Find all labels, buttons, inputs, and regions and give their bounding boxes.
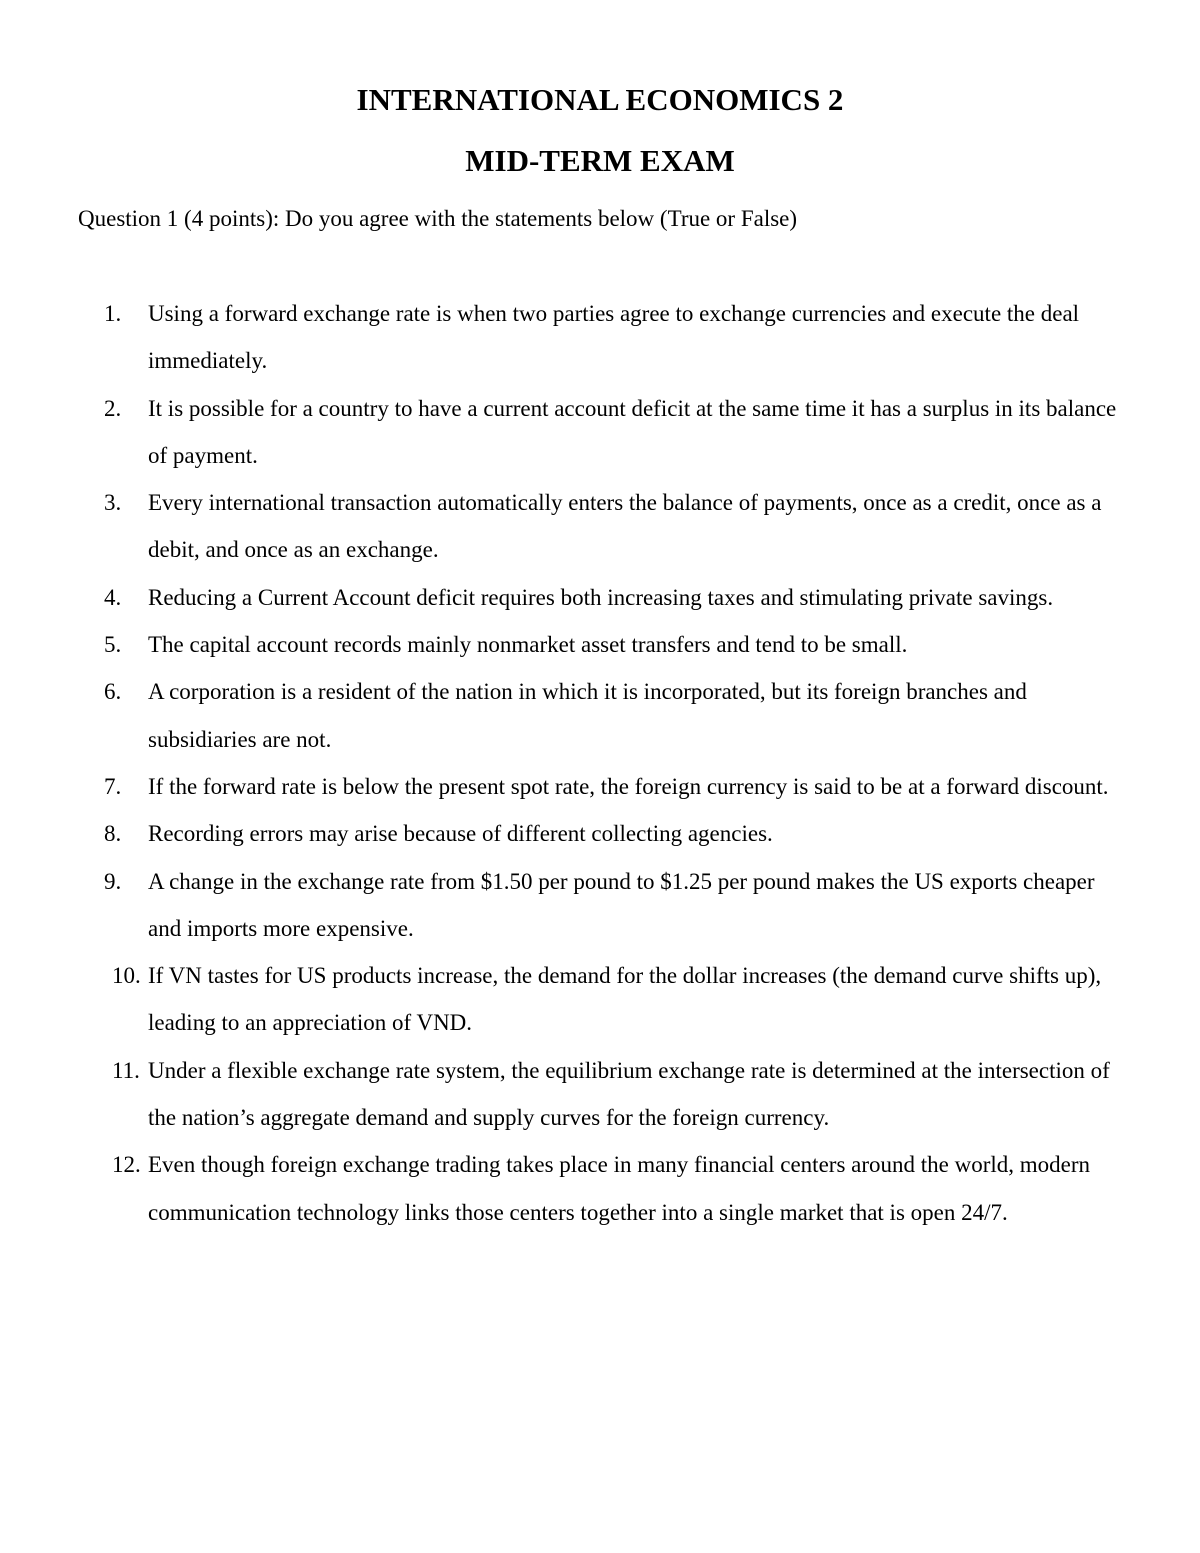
list-item (0, 810, 1200, 857)
item-text: Reducing a Current Account deficit requires both increasing taxes and stimulating private savings. (148, 584, 1054, 610)
item-number: 7. (104, 773, 122, 799)
question-heading: Question 1 (4 points): Do you agree with the statements below (True or False) (78, 206, 798, 231)
item-number: 6. (104, 679, 122, 705)
item-number: 10. (112, 963, 141, 989)
item-number: 4. (104, 584, 122, 610)
item-number: 2. (104, 395, 122, 421)
item-number: 8. (104, 821, 122, 847)
list-item (0, 858, 1200, 953)
item-number: 3. (104, 490, 122, 516)
item-text: A corporation is a resident of the nation in which it is incorporated, but its foreign branches and subsidiaries are not. (148, 679, 1027, 752)
item-text: Using a forward exchange rate is when two parties agree to exchange currencies and execute the deal immediately. (148, 301, 1080, 374)
item-text: If VN tastes for US products increase, the demand for the dollar increases (the demand curve shifts up), leading to an appreciation of VND. (148, 963, 1102, 1036)
item-text: Even though foreign exchange trading takes place in many financial centers around the world, modern communication technology links those centers together into a single market that is open 24/7. (148, 1152, 1091, 1225)
exam-subtitle: MID-TERM EXAM (465, 143, 735, 178)
list-item (0, 668, 1200, 763)
list-item (0, 479, 1200, 574)
item-number: 11. (112, 1057, 140, 1083)
list-item (0, 763, 1200, 810)
page-title: INTERNATIONAL ECONOMICS 2 (356, 82, 844, 117)
item-text: It is possible for a country to have a current account deficit at the same time it has a surplus in its balance of payment. (148, 395, 1117, 468)
item-text: If the forward rate is below the present spot rate, the foreign currency is said to be at a forward discount. (148, 773, 1109, 799)
item-text: The capital account records mainly nonmarket asset transfers and tend to be small. (148, 632, 908, 658)
item-text: Recording errors may arise because of different collecting agencies. (148, 821, 773, 847)
list-item (0, 290, 1200, 385)
item-text: Every international transaction automatically enters the balance of payments, once as a credit, once as a debit, and once as an exchange. (148, 490, 1102, 563)
item-text: Under a flexible exchange rate system, the equilibrium exchange rate is determined at the intersection of the nation’s aggregate demand and supply curves for the foreign currency. (148, 1057, 1110, 1131)
statement-list (0, 290, 1200, 1236)
item-text: A change in the exchange rate from $1.50 per pound to $1.25 per pound makes the US exports cheaper and imports more expensive. (148, 868, 1095, 941)
list-item (0, 621, 1200, 668)
item-number: 1. (104, 301, 122, 326)
list-item (0, 1141, 1200, 1236)
list-item (0, 574, 1200, 621)
item-number: 12. (112, 1152, 141, 1178)
item-number: 5. (104, 632, 122, 658)
list-item (0, 385, 1200, 480)
item-number: 9. (104, 868, 122, 894)
list-item (0, 952, 1200, 1047)
list-item (0, 1047, 1200, 1142)
